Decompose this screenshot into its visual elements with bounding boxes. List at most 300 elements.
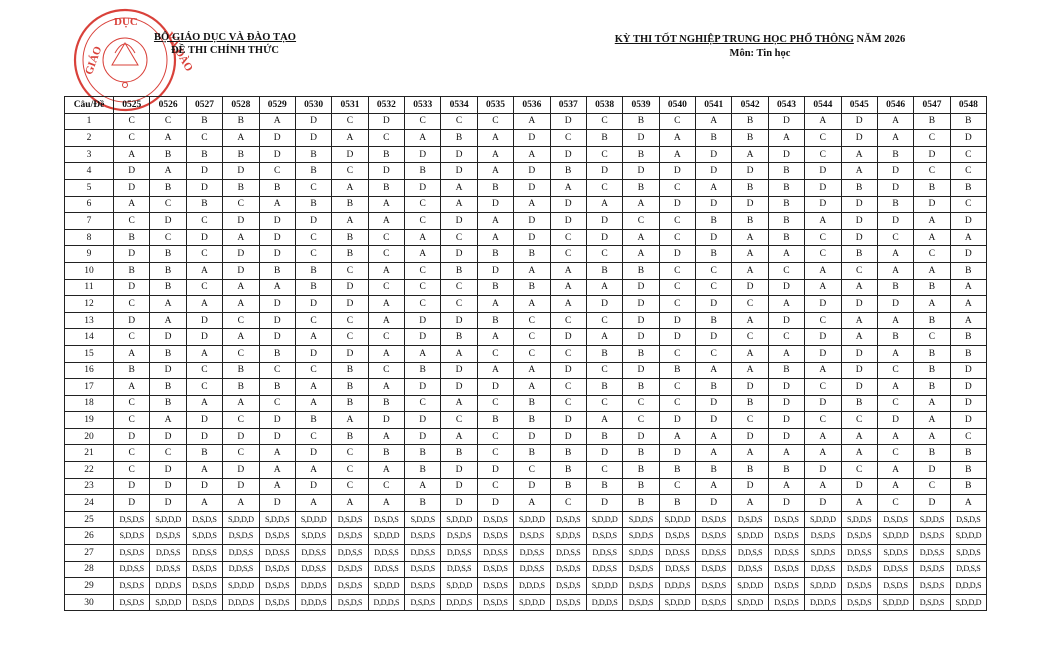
question-number: 10 [65,262,114,279]
answer-cell: D [550,146,586,163]
answer-cell: D [877,296,913,313]
answer-cell: A [950,312,986,329]
answer-cell: A [841,445,877,462]
answer-cell: B [114,229,150,246]
table-row [65,578,987,595]
answer-cell: B [550,163,586,180]
answer-cell: D,S,D,S [477,528,513,545]
answer-cell: C [914,246,950,263]
answer-cell: B [223,379,259,396]
answer-cell: C [368,478,404,495]
answer-cell: C [405,113,441,130]
answer-cell: D [114,179,150,196]
answer-cell: B [841,395,877,412]
answer-cell: S,D,D,D [150,511,186,528]
answer-cell: D [514,213,550,230]
answer-cell: C [805,130,841,147]
table-row [65,262,987,279]
answer-cell: B [150,262,186,279]
answer-cell: D [805,329,841,346]
answer-cell: A [114,146,150,163]
question-number: 4 [65,163,114,180]
answer-cell: D [477,379,513,396]
answer-cell: A [696,362,732,379]
answer-cell: D [259,296,295,313]
answer-cell: D,S,D,S [114,578,150,595]
answer-cell: D [514,130,550,147]
answer-cell: A [514,146,550,163]
answer-cell: S,D,D,D [950,594,986,611]
answer-cell: A [368,213,404,230]
answer-cell: B [841,246,877,263]
answer-cell: S,D,D,D [805,511,841,528]
answer-cell: C [441,229,477,246]
answer-cell: S,D,D,D [441,578,477,595]
answer-cell: D [332,345,368,362]
answer-cell: B [696,312,732,329]
answer-cell: C [659,179,695,196]
answer-cell: D,S,D,S [586,528,622,545]
answer-cell: A [768,296,804,313]
answer-cell: C [332,445,368,462]
answer-cell: C [295,428,331,445]
answer-cell: A [768,345,804,362]
answer-cell: A [623,229,659,246]
answer-cell: B [732,213,768,230]
answer-cell: C [295,362,331,379]
answer-cell: D,D,S,S [586,561,622,578]
answer-cell: D [441,146,477,163]
answer-cell: S,D,D,S [877,545,913,562]
answer-cell: D [150,462,186,479]
answer-cell: A [659,130,695,147]
question-number: 18 [65,395,114,412]
answer-cell: B [368,445,404,462]
answer-cell: C [114,296,150,313]
answer-cell: D,S,D,S [841,528,877,545]
answer-cell: A [114,345,150,362]
answer-cell: A [186,262,222,279]
answer-cell: D [114,279,150,296]
answer-cell: A [586,329,622,346]
answer-cell: B [659,495,695,512]
answer-cell: S,D,D,D [659,594,695,611]
answer-cell: D,S,D,S [841,578,877,595]
exam-code-header: 0540 [659,97,695,114]
answer-cell: S,D,D,S [950,545,986,562]
answer-cell: C [659,296,695,313]
answer-cell: S,D,D,D [950,528,986,545]
answer-cell: C [332,312,368,329]
question-number: 23 [65,478,114,495]
answer-cell: B [696,130,732,147]
answer-cell: D,S,D,S [841,594,877,611]
question-number: 28 [65,561,114,578]
answer-cell: D [150,428,186,445]
answer-cell: B [623,146,659,163]
answer-cell: A [295,329,331,346]
answer-cell: D [150,329,186,346]
answer-cell: B [623,478,659,495]
answer-cell: C [186,213,222,230]
answer-cell: D,D,S,S [659,561,695,578]
answer-cell: D [295,345,331,362]
table-row [65,561,987,578]
answer-cell: C [914,163,950,180]
answer-cell: A [223,229,259,246]
exam-code-header: 0531 [332,97,368,114]
answer-cell: S,D,D,D [295,511,331,528]
answer-cell: C [550,495,586,512]
answer-cell: A [368,462,404,479]
answer-cell: A [186,395,222,412]
answer-cell: D [696,495,732,512]
answer-cell: B [405,495,441,512]
answer-cell: A [805,362,841,379]
answer-cell: D,S,D,S [477,594,513,611]
answer-cell: D [877,213,913,230]
answer-cell: D [259,495,295,512]
answer-cell: A [950,495,986,512]
answer-cell: A [441,395,477,412]
question-number: 26 [65,528,114,545]
answer-cell: D,S,D,S [186,561,222,578]
answer-cell: C [950,428,986,445]
answer-cell: D,D,D,S [514,578,550,595]
answer-cell: C [696,262,732,279]
answer-cell: A [659,428,695,445]
answer-cell: A [295,462,331,479]
answer-cell: C [877,229,913,246]
answer-cell: C [805,412,841,429]
answer-cell: D,D,S,S [514,545,550,562]
answer-cell: C [550,379,586,396]
answer-cell: D [696,412,732,429]
answer-cell: B [877,329,913,346]
answer-cell: D [441,495,477,512]
answer-cell: S,D,D,S [623,528,659,545]
answer-cell: D [768,379,804,396]
answer-cell: B [223,362,259,379]
answer-cell: A [332,495,368,512]
table-row [65,312,987,329]
answer-cell: C [659,395,695,412]
answer-cell: B [732,462,768,479]
answer-cell: D [514,163,550,180]
answer-cell: D,D,S,S [259,545,295,562]
answer-cell: C [659,113,695,130]
answer-cell: B [732,113,768,130]
answer-cell: A [877,312,913,329]
answer-cell: D [186,478,222,495]
answer-cell: C [405,279,441,296]
answer-cell: C [659,262,695,279]
answer-cell: C [877,495,913,512]
question-number: 19 [65,412,114,429]
exam-code-header: 0542 [732,97,768,114]
answer-cell: D [186,163,222,180]
answer-cell: D [623,163,659,180]
answer-cell: B [550,478,586,495]
answer-cell: D,D,S,S [805,561,841,578]
table-row [65,362,987,379]
answer-cell: A [950,296,986,313]
answer-cell: D [623,312,659,329]
answer-cell: D [805,179,841,196]
answer-cell: D [259,428,295,445]
answer-cell: C [114,213,150,230]
answer-cell: B [586,428,622,445]
answer-cell: S,D,D,S [186,528,222,545]
answer-cell: B [295,196,331,213]
answer-cell: D [768,495,804,512]
answer-cell: S,D,D,D [732,594,768,611]
answer-cell: D,S,D,S [696,511,732,528]
answer-cell: B [150,345,186,362]
answer-cell: A [368,428,404,445]
answer-cell: B [514,412,550,429]
answer-cell: B [623,379,659,396]
exam-title: KỲ THI TỐT NGHIỆP TRUNG HỌC PHỔ THÔNG NĂM 2026 [614,34,906,45]
answer-cell: D [223,428,259,445]
answer-cell: S,D,D,D [586,511,622,528]
answer-cell: C [295,229,331,246]
answer-cell: A [841,163,877,180]
answer-cell: D [877,412,913,429]
answer-cell: A [186,495,222,512]
answer-cell: C [550,395,586,412]
answer-cell: S,D,D,S [114,528,150,545]
answer-cell: C [295,246,331,263]
answer-cell: C [150,445,186,462]
table-row [65,379,987,396]
answer-cell: C [477,113,513,130]
answer-cell: D [441,163,477,180]
answer-cell: B [586,478,622,495]
answer-cell: B [623,179,659,196]
answer-cell: A [732,495,768,512]
answer-cell: C [586,395,622,412]
exam-code-header: 0528 [223,97,259,114]
answer-cell: A [732,229,768,246]
answer-cell: D [550,428,586,445]
question-number: 1 [65,113,114,130]
answer-cell: A [114,379,150,396]
answer-cell: C [877,362,913,379]
answer-cell: C [332,262,368,279]
answer-cell: D [114,428,150,445]
answer-cell: D [550,329,586,346]
answer-cell: A [950,279,986,296]
answer-cell: C [514,329,550,346]
answer-cell: B [659,462,695,479]
answer-cell: B [332,362,368,379]
table-row [65,445,987,462]
answer-cell: B [914,379,950,396]
answer-cell: C [514,462,550,479]
answer-cell: D,S,D,S [914,561,950,578]
exam-code-header: 0535 [477,97,513,114]
answer-cell: D,S,D,S [186,578,222,595]
exam-subject: Môn: Tin học [729,48,791,59]
answer-cell: C [405,395,441,412]
answer-cell: A [477,146,513,163]
answer-cell: C [114,412,150,429]
answer-cell: D [768,428,804,445]
answer-cell: D,S,D,S [150,528,186,545]
answer-cell: B [477,279,513,296]
answer-cell: A [441,179,477,196]
answer-cell: A [477,362,513,379]
answer-cell: D,D,D,S [659,578,695,595]
answer-cell: C [223,412,259,429]
answer-cell: A [623,246,659,263]
answer-cell: D,S,D,S [550,578,586,595]
exam-code-header: 0534 [441,97,477,114]
answer-cell: A [514,379,550,396]
answer-cell: A [914,229,950,246]
answer-cell: C [805,229,841,246]
answer-cell: D [295,113,331,130]
answer-cell: B [623,345,659,362]
table-row [65,395,987,412]
table-row [65,528,987,545]
answer-cell: D,D,S,S [441,545,477,562]
answer-cell: A [732,345,768,362]
answer-cell: D [295,296,331,313]
answer-cell: A [368,379,404,396]
answer-cell: D [150,362,186,379]
answer-cell: D [405,329,441,346]
question-number: 8 [65,229,114,246]
answer-cell: B [405,163,441,180]
answer-cell: A [877,262,913,279]
answer-cell: D [768,312,804,329]
table-row [65,478,987,495]
answer-cell: D,D,S,S [223,545,259,562]
answer-cell: B [586,262,622,279]
answer-cell: D [623,279,659,296]
answer-cell: S,D,D,D [368,528,404,545]
question-number: 3 [65,146,114,163]
exam-code-header: 0526 [150,97,186,114]
answer-cell: D,D,S,S [732,561,768,578]
answer-cell: D,D,D,S [441,594,477,611]
answer-cell: B [914,345,950,362]
answer-cell: B [914,312,950,329]
answer-cell: D [550,213,586,230]
answer-cell: C [514,312,550,329]
answer-cell: A [441,345,477,362]
answer-cell: C [877,395,913,412]
answer-cell: D [550,412,586,429]
answer-cell: D [295,478,331,495]
answer-cell: C [805,379,841,396]
answer-cell: D [659,445,695,462]
answer-cell: D,S,D,S [950,511,986,528]
answer-cell: D [659,163,695,180]
answer-cell: D [114,478,150,495]
answer-cell: C [259,395,295,412]
answer-cell: D [223,246,259,263]
answer-cell: D [732,379,768,396]
answer-cell: D [914,196,950,213]
answer-cell: D [914,462,950,479]
exam-code-header: 0537 [550,97,586,114]
answer-cell: C [114,395,150,412]
exam-code-header: 0529 [259,97,295,114]
answer-cell: D [514,229,550,246]
answer-cell: B [477,246,513,263]
answer-cell: D,S,D,S [623,561,659,578]
answer-cell: D,D,S,S [368,545,404,562]
answer-cell: A [223,130,259,147]
answer-cell: D,S,D,S [405,578,441,595]
answer-cell: C [150,113,186,130]
exam-code-header: 0544 [805,97,841,114]
answer-cell: S,D,D,S [259,511,295,528]
answer-cell: D,S,D,S [332,594,368,611]
answer-cell: B [768,179,804,196]
answer-cell: A [332,213,368,230]
answer-cell: D [186,179,222,196]
answer-cell: B [877,146,913,163]
answer-cell: A [914,296,950,313]
answer-cell: B [405,362,441,379]
answer-cell: D [696,146,732,163]
answer-cell: B [332,229,368,246]
answer-cell: D [441,312,477,329]
answer-cell: A [914,213,950,230]
answer-cell: C [332,329,368,346]
answer-cell: A [150,412,186,429]
answer-cell: D [696,163,732,180]
answer-cell: D,D,S,S [368,561,404,578]
answer-cell: S,D,D,S [623,545,659,562]
answer-cell: C [550,345,586,362]
answer-cell: A [441,196,477,213]
answer-cell: D [768,395,804,412]
answer-cell: S,D,D,S [550,528,586,545]
answer-cell: B [550,462,586,479]
svg-text:GIÁO: GIÁO [83,44,105,77]
answer-cell: D [586,229,622,246]
table-row [65,345,987,362]
answer-cell: S,D,D,D [514,594,550,611]
answer-cell: A [295,395,331,412]
answer-cell: C [186,362,222,379]
answer-cell: C [441,279,477,296]
answer-cell: B [477,179,513,196]
answer-cell: D [950,362,986,379]
answer-cell: A [295,495,331,512]
answer-cell: D [405,379,441,396]
answer-cell: D [259,229,295,246]
answer-cell: A [259,445,295,462]
answer-cell: C [586,179,622,196]
answer-cell: C [368,329,404,346]
answer-cell: C [259,362,295,379]
answer-cell: D [841,113,877,130]
answer-cell: A [805,113,841,130]
table-row [65,246,987,263]
answer-cell: D [841,379,877,396]
answer-cell: D [841,196,877,213]
question-number: 7 [65,213,114,230]
answer-cell: B [332,379,368,396]
answer-cell: D [623,428,659,445]
question-number: 17 [65,379,114,396]
